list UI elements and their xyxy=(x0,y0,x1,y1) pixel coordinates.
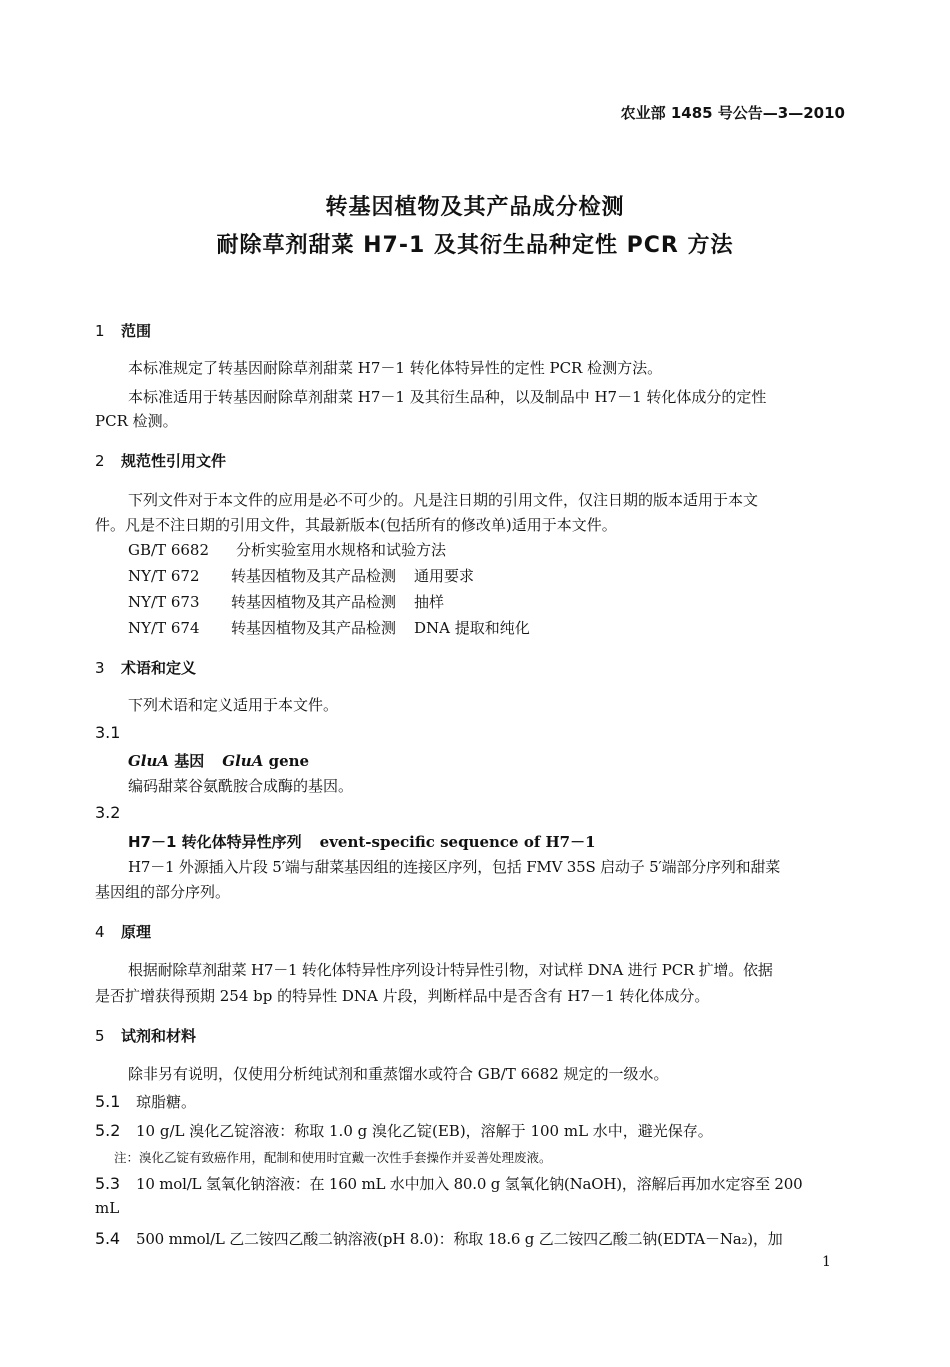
section-2-para-line-2: 件。凡是不注日期的引用文件，其最新版本(包括所有的修改单)适用于本文件。 xyxy=(95,516,617,534)
section-3-1-number: 3.1 xyxy=(95,723,121,742)
section-3-2-number: 3.2 xyxy=(95,803,121,822)
section-5-para: 除非另有说明，仅使用分析纯试剂和重蒸馏水或符合 GB/T 6682 规定的一级水。 xyxy=(128,1065,669,1083)
section-3-para: 下列术语和定义适用于本文件。 xyxy=(128,696,339,714)
term-3-2-definition-line-1: H7－1 外源插入片段 5′端与甜菜基因组的连接区序列，包括 FMV 35S 启动子 5′端部分序列和甜菜 xyxy=(128,858,781,876)
document-number: 农业部 1485 号公告—3—2010 xyxy=(620,104,845,122)
reference-item: NY/T 672 转基因植物及其产品检测 通用要求 xyxy=(128,567,475,585)
item-5-3: 5.3 10 mol/L 氢氧化钠溶液：在 160 mL 水中加入 80.0 g 氢氧化钠(NaOH)，溶解后再加水定容至 200 xyxy=(95,1174,803,1193)
item-5-4: 5.4 500 mmol/L 乙二铵四乙酸二钠溶液(pH 8.0)：称取 18.6 g 乙二铵四乙酸二钠(EDTA－Na₂)，加 xyxy=(95,1229,783,1248)
section-4-para-line-2: 是否扩增获得预期 254 bp 的特异性 DNA 片段，判断样品中是否含有 H7－1 转化体成分。 xyxy=(95,987,710,1005)
section-1-heading: 1 范围 xyxy=(95,322,152,340)
reference-item: NY/T 674 转基因植物及其产品检测 DNA 提取和纯化 xyxy=(128,619,530,637)
term-3-1-definition: 编码甜菜谷氨酰胺合成酶的基因。 xyxy=(128,777,354,795)
section-5-heading: 5 试剂和材料 xyxy=(95,1027,197,1045)
section-1-para-2-line-1: 本标准适用于转基因耐除草剂甜菜 H7－1 及其衍生品种，以及制品中 H7－1 转化体成分的定性 xyxy=(128,388,767,406)
section-2-heading: 2 规范性引用文件 xyxy=(95,452,227,470)
item-5-2: 5.2 10 g/L 溴化乙锭溶液：称取 1.0 g 溴化乙锭(EB)，溶解于 100 mL 水中，避光保存。 xyxy=(95,1121,713,1140)
section-1-para-2-line-2: PCR 检测。 xyxy=(95,412,178,430)
term-3-2-definition-line-2: 基因组的部分序列。 xyxy=(95,883,231,901)
note-5-2: 注：溴化乙锭有致癌作用，配制和使用时宜戴一次性手套操作并妥善处理废液。 xyxy=(114,1150,552,1165)
title-line-1: 转基因植物及其产品成分检测 xyxy=(325,195,625,220)
term-3-2: H7－1 转化体特异性序列 event-specific sequence of H7－1 xyxy=(128,833,596,851)
title-line-2: 耐除草剂甜菜 H7-1 及其衍生品种定性 PCR 方法 xyxy=(216,233,734,258)
section-2-para-line-1: 下列文件对于本文件的应用是必不可少的。凡是注日期的引用文件，仅注日期的版本适用于本文 xyxy=(128,491,759,509)
section-4-heading: 4 原理 xyxy=(95,923,152,941)
reference-item: GB/T 6682 分析实验室用水规格和试验方法 xyxy=(128,541,447,559)
reference-item: NY/T 673 转基因植物及其产品检测 抽样 xyxy=(128,593,445,611)
section-1-para-1: 本标准规定了转基因耐除草剂甜菜 H7－1 转化体特异性的定性 PCR 检测方法。 xyxy=(128,359,663,377)
item-5-3-continuation: mL xyxy=(95,1199,120,1217)
section-4-para-line-1: 根据耐除草剂甜菜 H7－1 转化体特异性序列设计特异性引物，对试样 DNA 进行 PCR 扩增。依据 xyxy=(128,961,773,979)
section-3-heading: 3 术语和定义 xyxy=(95,659,197,677)
item-5-1: 5.1 琼脂糖。 xyxy=(95,1092,197,1111)
term-3-1: GluA 基因 GluA gene xyxy=(128,752,310,770)
page-number: 1 xyxy=(822,1254,831,1270)
